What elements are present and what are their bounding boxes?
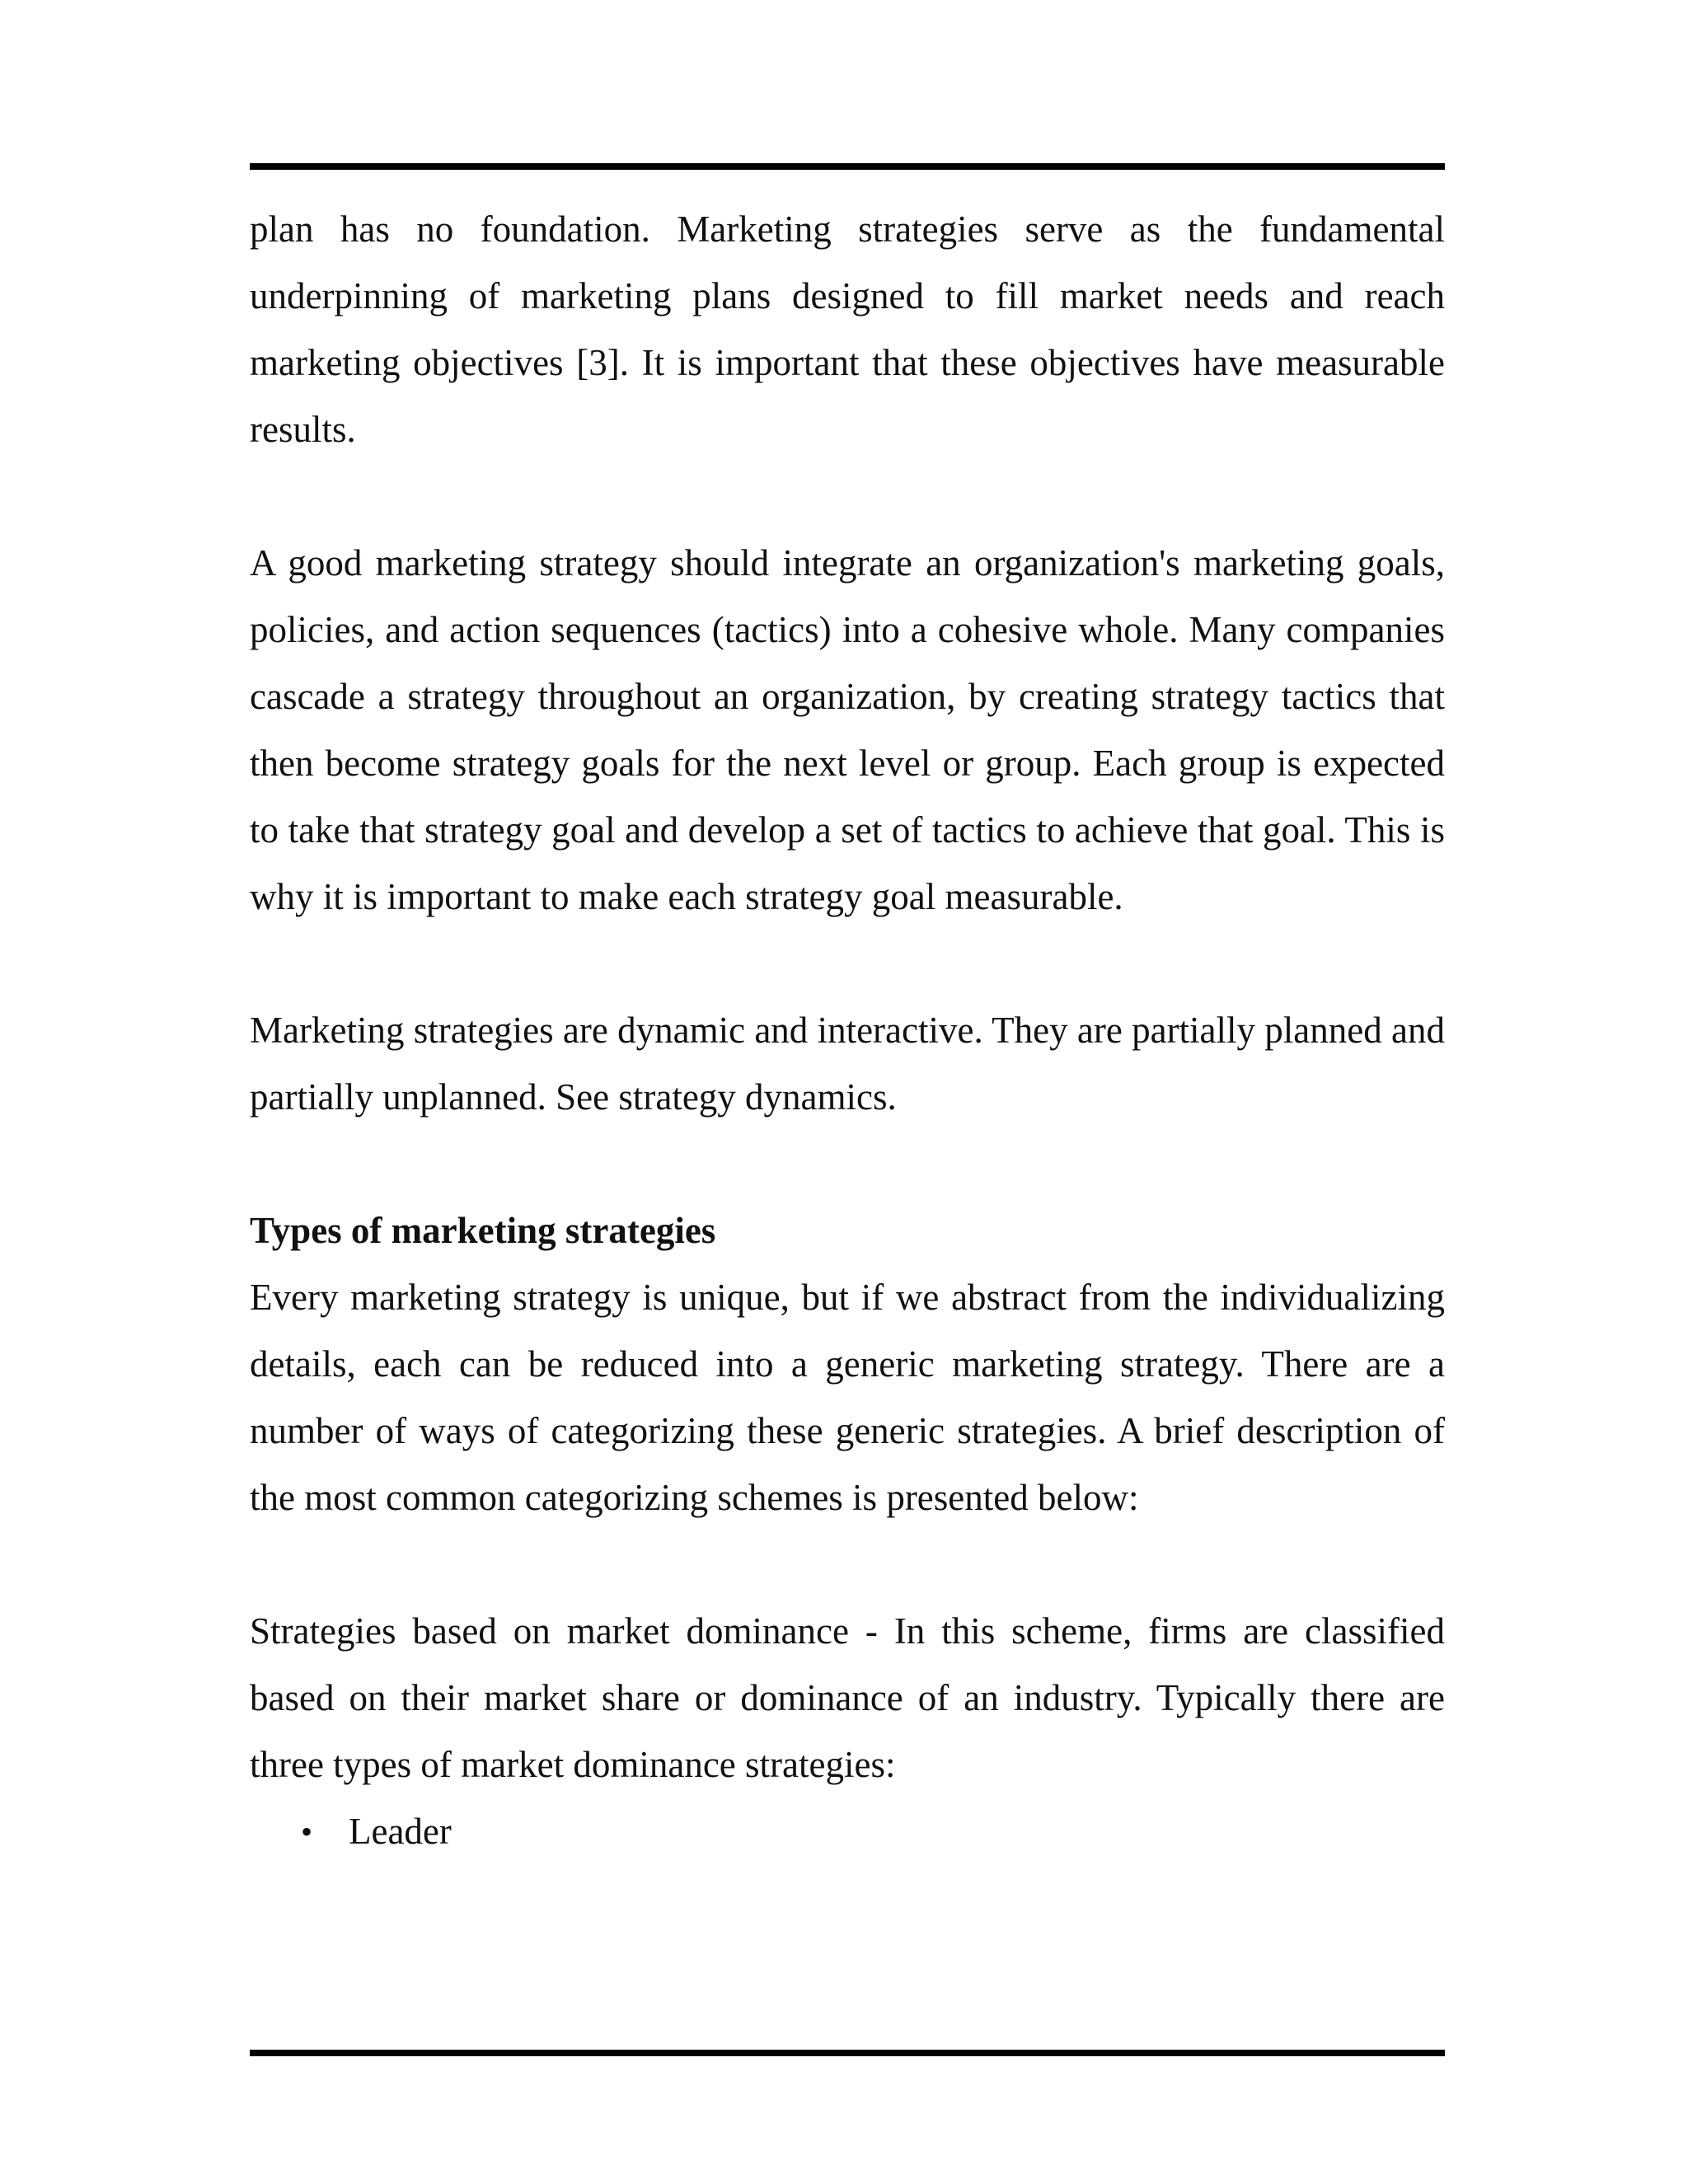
paragraph-spacer — [250, 1131, 1445, 1197]
paragraph-spacer — [250, 930, 1445, 997]
paragraph-generic-strategies: Every marketing strategy is unique, but if we abstract from the individualizing details, each can be reduced into a generic marketing strategy. There are a number of ways of categorizing these generic strategies. A brief description of the most common categorizing schemes is presented below: — [250, 1277, 1445, 1518]
section-heading: Types of marketing strategies — [250, 1210, 716, 1251]
paragraph-good-strategy: A good marketing strategy should integrate an organization's marketing goals, policies, and action sequences (tactics) into a cohesive whole. Many companies cascade a strategy throughout an organization, by creating strategy tactics that then become strategy goals for the next level or group. Each group is expected to take that strategy goal and develop a set of tactics to achieve that goal. This is why it is important to make each strategy goal measurable. — [250, 542, 1445, 917]
paragraph-foundation: plan has no foundation. Marketing strategies serve as the fundamental underpinning of marketing plans designed to fill market needs and reach marketing objectives [3]. It is important that these objectives have measurable results. — [250, 209, 1445, 450]
bullet-list — [250, 1798, 1445, 1865]
list-item — [250, 1798, 1445, 1865]
bullet-icon: • — [300, 1813, 312, 1850]
footer-rule — [250, 2050, 1445, 2056]
paragraph-spacer — [250, 1531, 1445, 1598]
paragraph-spacer — [250, 463, 1445, 530]
list-item-label: Leader — [349, 1811, 452, 1852]
page-body — [250, 196, 1445, 1865]
header-rule — [250, 163, 1445, 170]
paragraph-dynamic: Marketing strategies are dynamic and interactive. They are partially planned and partially unplanned. See strategy dynamics. — [250, 1010, 1445, 1118]
paragraph-market-dominance: Strategies based on market dominance - In this scheme, firms are classified based on their market share or dominance of an industry. Typically there are three types of market dominance strategies: — [250, 1610, 1445, 1785]
